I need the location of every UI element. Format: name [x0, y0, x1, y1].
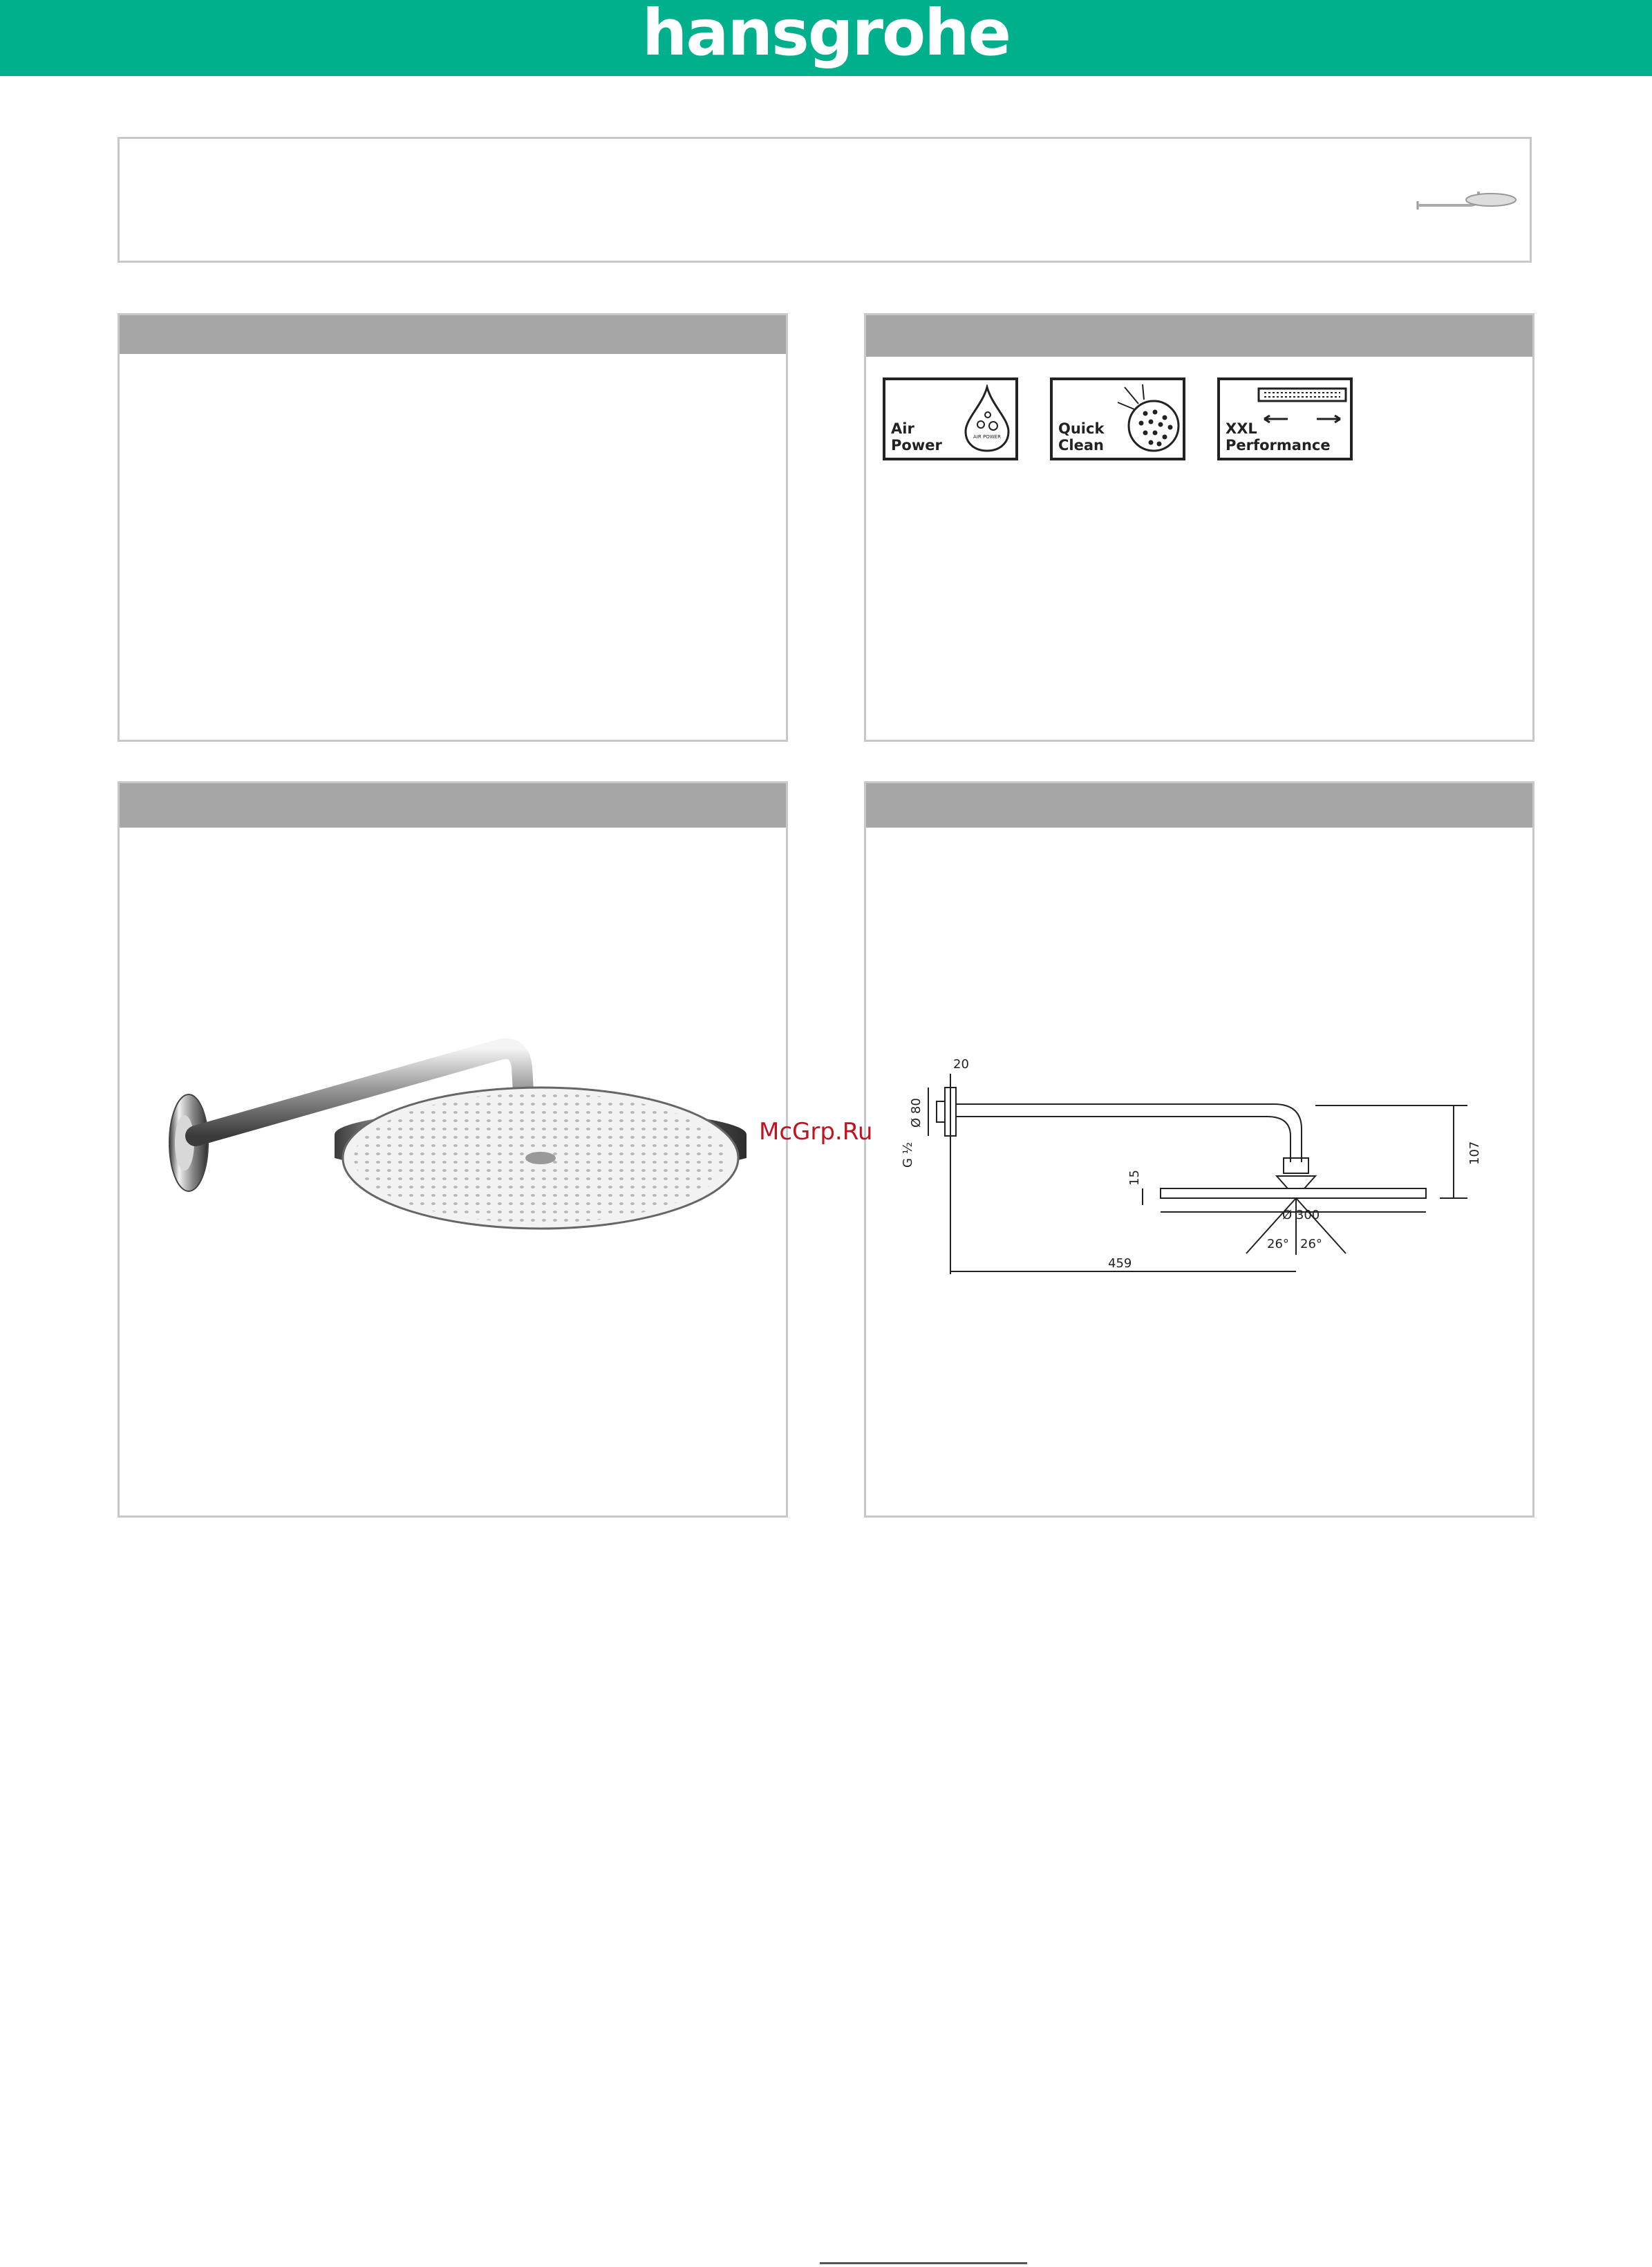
dim-head-height: 15: [1127, 1170, 1142, 1186]
shower-head-photo: [140, 984, 769, 1274]
dim-spray-angle-right: 26°: [1300, 1237, 1322, 1251]
air-power-badge: [883, 377, 1018, 460]
spray-disc-icon: [1115, 383, 1184, 455]
dimension-drawing: [887, 1046, 1509, 1281]
product-title-box: [118, 137, 1532, 263]
dim-head-diameter: Ø 300: [1282, 1208, 1320, 1222]
panel-header-bar: [120, 783, 786, 828]
product-photo-panel: [118, 781, 788, 1518]
dim-spray-angle-left: 26°: [1267, 1237, 1289, 1251]
air-power-badge-text: AIR POWER: [973, 434, 1001, 440]
dim-thread: G ½: [901, 1141, 915, 1168]
features-panel: [864, 313, 1534, 742]
dim-total-height: 107: [1467, 1141, 1482, 1165]
panel-header-bar: [120, 315, 786, 354]
quick-clean-badge: [1050, 377, 1185, 460]
quick-clean-label-2: Clean: [1058, 437, 1104, 454]
panel-header-bar: [866, 315, 1532, 357]
brand-header: [0, 0, 1652, 76]
wide-head-icon: [1257, 387, 1347, 430]
panel-header-bar: [866, 783, 1532, 828]
product-thumbnail-icon: [1415, 180, 1519, 222]
technical-drawing-panel: [864, 781, 1534, 1518]
watermark: McGrp.Ru: [759, 1118, 873, 1146]
dim-projection: 459: [1108, 1256, 1132, 1271]
xxl-performance-badge: [1217, 377, 1353, 460]
dim-wall-depth: 20: [953, 1057, 969, 1072]
dim-flange-diameter: Ø 80: [909, 1098, 923, 1128]
footer-rule: [820, 2262, 1027, 2264]
description-panel: [118, 313, 788, 742]
quick-clean-label-1: Quick: [1058, 420, 1105, 437]
air-power-label-2: Power: [891, 437, 942, 454]
xxl-performance-label-2: Performance: [1226, 437, 1331, 454]
air-power-label-1: Air: [891, 420, 914, 437]
water-drop-icon: [961, 384, 1013, 454]
xxl-performance-label-1: XXL: [1226, 420, 1257, 437]
brand-logo: hansgrohe: [641, 0, 1011, 70]
